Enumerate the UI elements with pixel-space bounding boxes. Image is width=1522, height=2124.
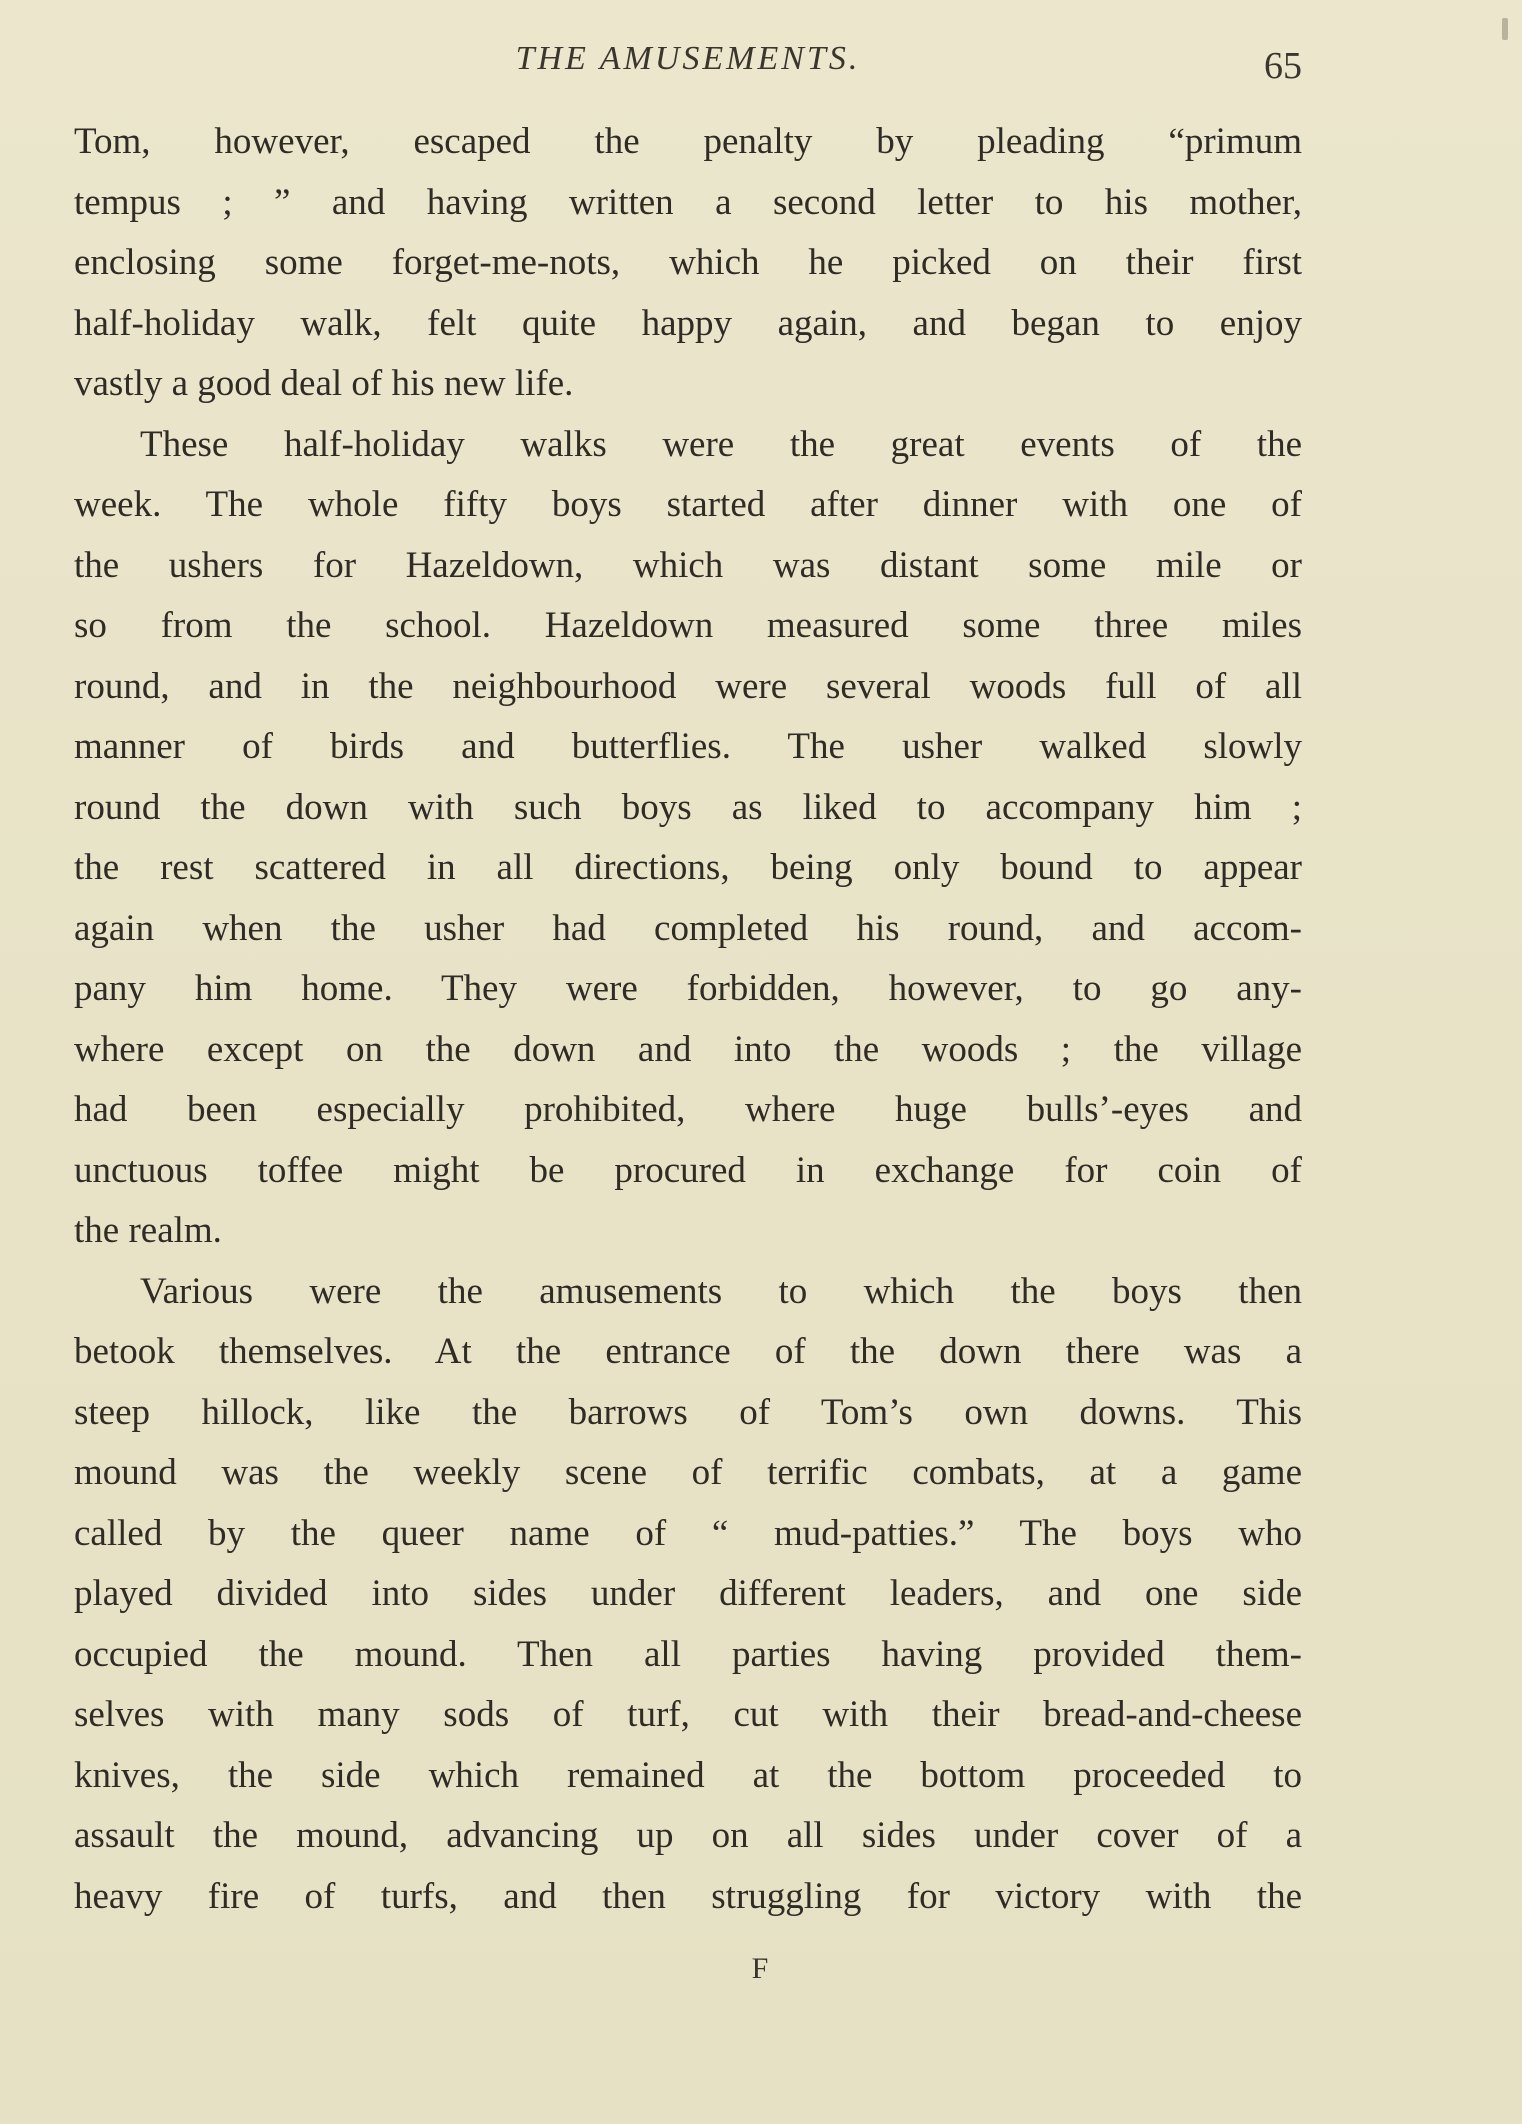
- page-header: [74, 40, 1302, 100]
- text-line: had been especially prohibited, where huge bulls’-eyes and: [74, 1089, 1302, 1130]
- text-line: pany him home. They were forbidden, however, to go any-: [74, 968, 1302, 1009]
- text-line: manner of birds and butterflies. The usher walked slowly: [74, 726, 1302, 767]
- paragraph-1: [74, 112, 1302, 415]
- text-line: the realm.: [74, 1210, 222, 1251]
- page-number: 65: [1264, 45, 1302, 87]
- paragraph-2: [74, 415, 1302, 1262]
- page-edge-mark: [1502, 18, 1508, 40]
- text-line: the ushers for Hazeldown, which was distant some mile or: [74, 544, 1302, 586]
- text-line: Tom, however, escaped the penalty by pleading “primum: [74, 121, 1302, 162]
- text-line: played divided into sides under different leaders, and one side: [74, 1573, 1302, 1614]
- text-line: tempus ; ” and having written a second letter to his mother,: [74, 181, 1302, 223]
- text-line: so from the school. Hazeldown measured some three miles: [74, 605, 1302, 646]
- text-line: steep hillock, like the barrows of Tom’s own downs. This: [74, 1391, 1302, 1433]
- paragraph-3: [74, 1262, 1302, 1928]
- text-line: where except on the down and into the woods ; the village: [74, 1028, 1302, 1070]
- text-line: again when the usher had completed his round, and accom-: [74, 907, 1302, 949]
- text-line: occupied the mound. Then all parties having provided them-: [74, 1633, 1302, 1675]
- text-line: the rest scattered in all directions, being only bound to appear: [74, 847, 1302, 888]
- text-line: vastly a good deal of his new life.: [74, 363, 574, 404]
- text-line: round, and in the neighbourhood were several woods full of all: [74, 665, 1302, 707]
- text-line: called by the queer name of “ mud-patties.” The boys who: [74, 1512, 1302, 1554]
- body-text: [74, 112, 1302, 1927]
- text-line: week. The whole fifty boys started after dinner with one of: [74, 484, 1302, 525]
- text-line: These half-holiday walks were the great events of the: [140, 423, 1302, 465]
- text-line: knives, the side which remained at the bottom proceeded to: [74, 1754, 1302, 1796]
- text-line: enclosing some forget-me-nots, which he picked on their first: [74, 242, 1302, 283]
- text-line: unctuous toffee might be procured in exchange for coin of: [74, 1149, 1302, 1191]
- text-line: half-holiday walk, felt quite happy again, and began to enjoy: [74, 302, 1302, 344]
- text-line: round the down with such boys as liked to accompany him ;: [74, 786, 1302, 828]
- text-line: Various were the amusements to which the boys then: [140, 1270, 1302, 1312]
- text-line: betook themselves. At the entrance of the down there was a: [74, 1331, 1302, 1372]
- text-line: selves with many sods of turf, cut with their bread-and-cheese: [74, 1694, 1302, 1735]
- text-line: mound was the weekly scene of terrific combats, at a game: [74, 1452, 1302, 1493]
- text-line: assault the mound, advancing up on all sides under cover of a: [74, 1815, 1302, 1856]
- signature-mark: F: [751, 1952, 771, 1985]
- text-line: heavy fire of turfs, and then struggling for victory with the: [74, 1875, 1302, 1917]
- running-head: THE AMUSEMENTS.: [515, 40, 861, 77]
